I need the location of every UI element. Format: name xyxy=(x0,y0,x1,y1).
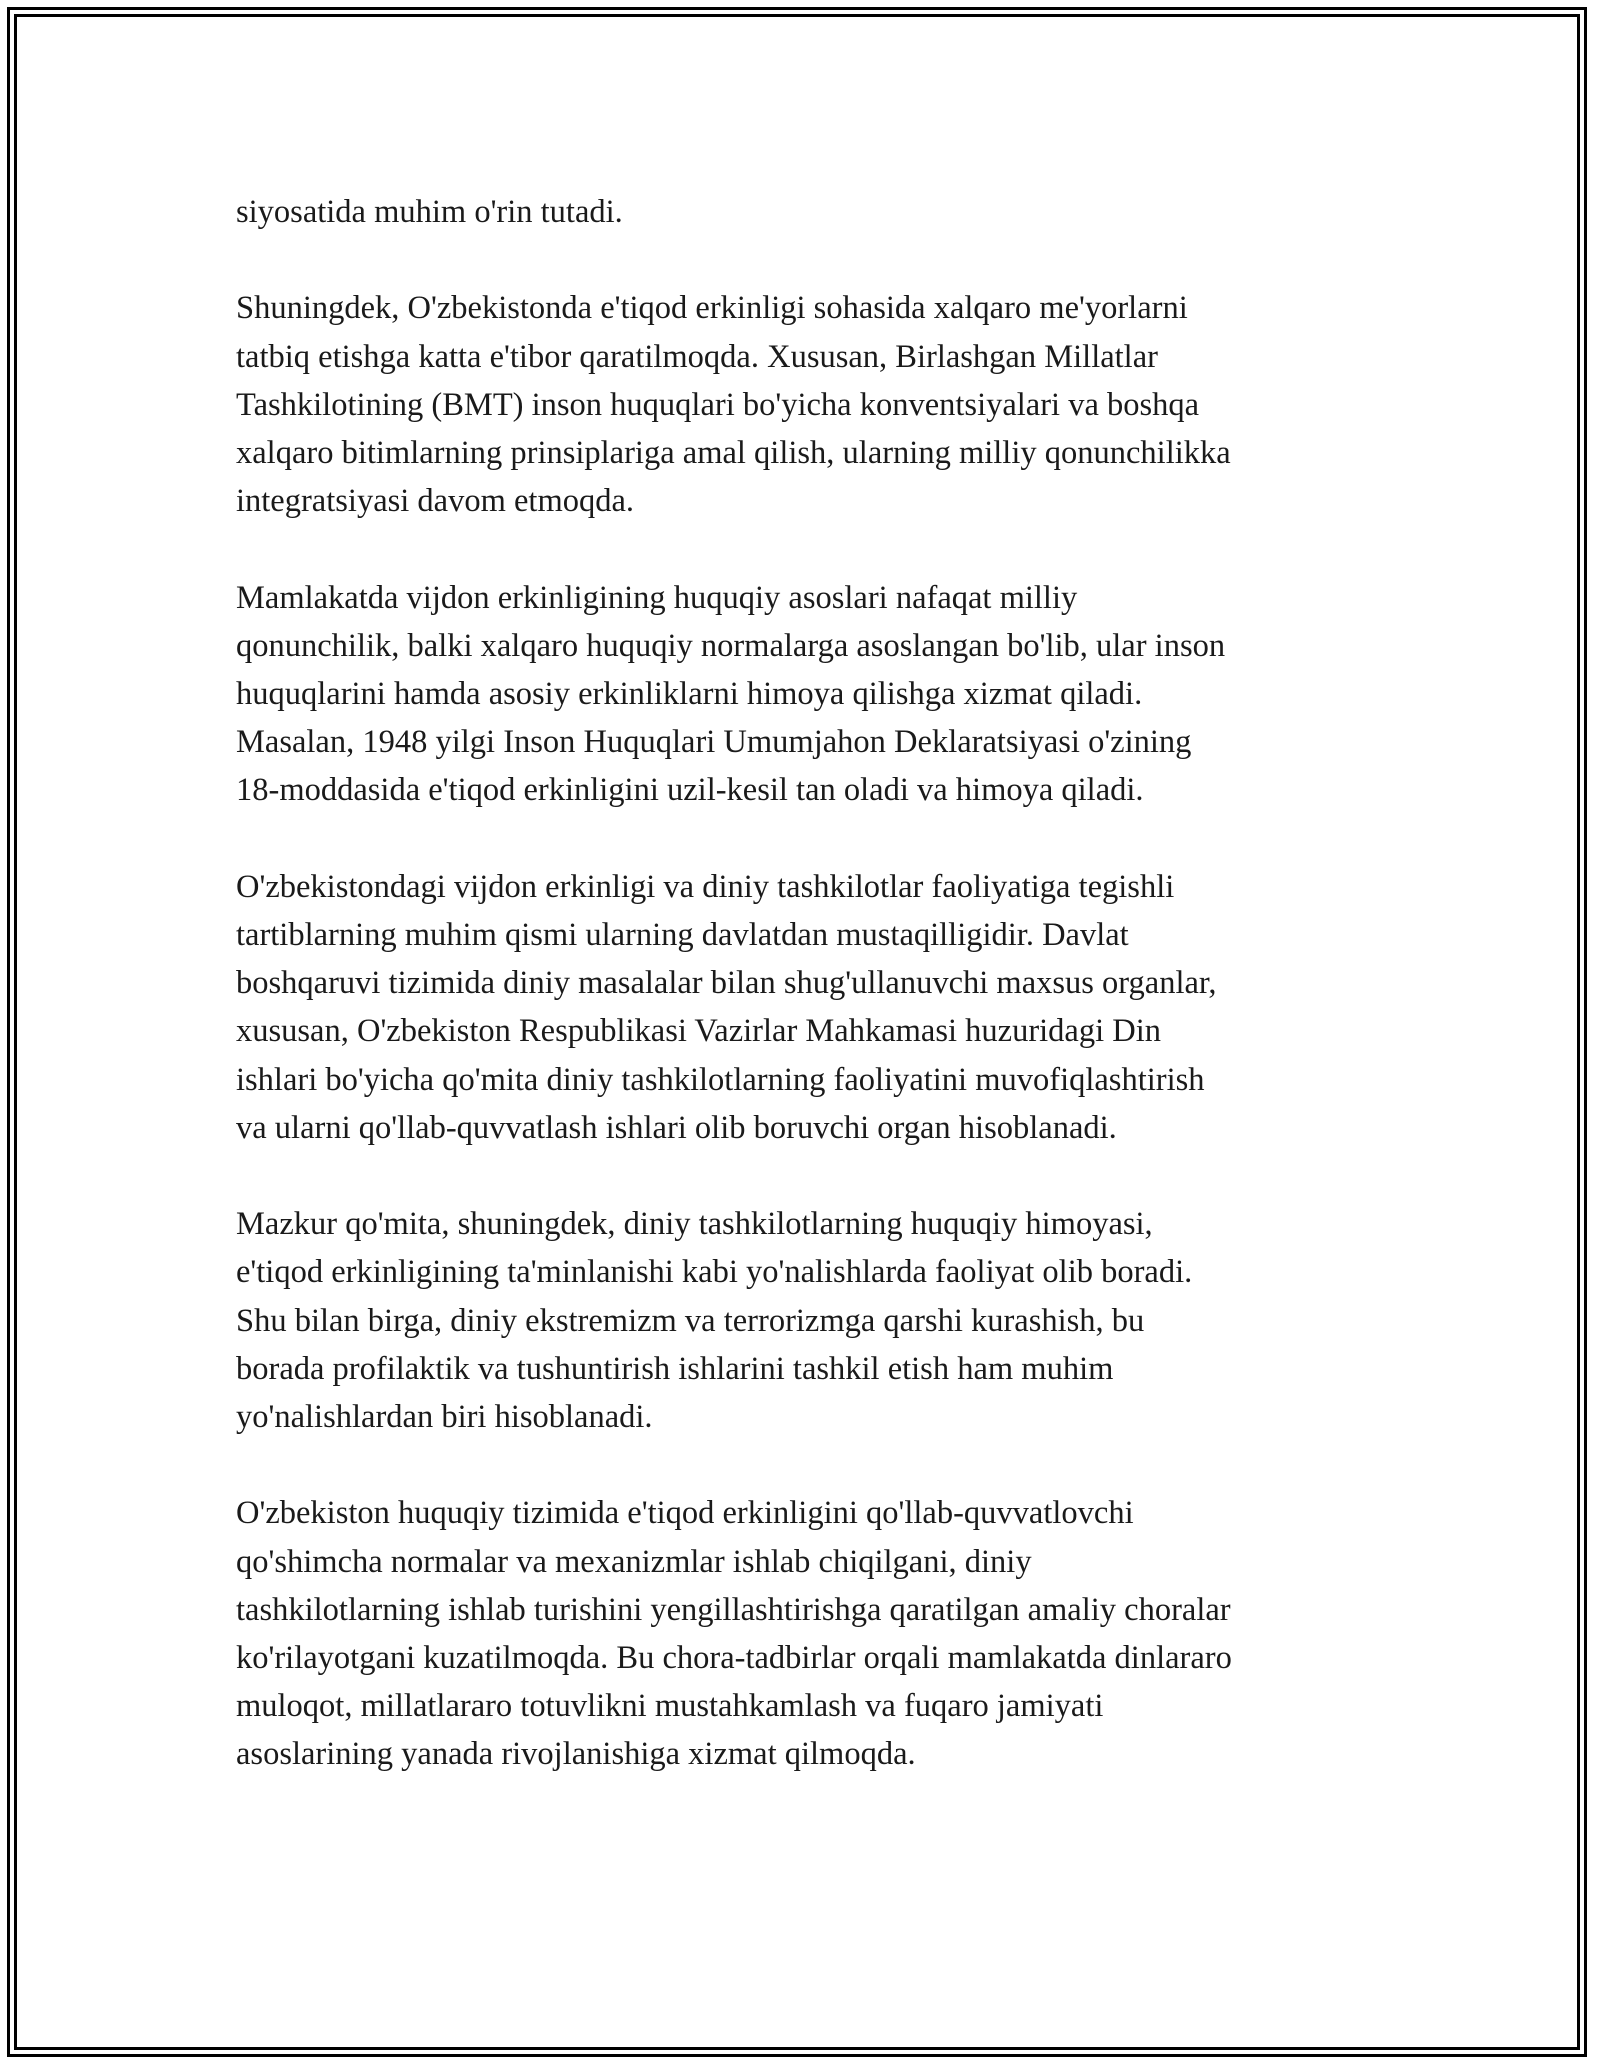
paragraph-5: Mazkur qo'mita, shuningdek, diniy tashkilotlarning huquqiy himoyasi, e'tiqod erkinligining ta'minlanishi kabi yo'nalishlarda faoliyat olib boradi. Shu bilan birga, diniy ekstremizm va terrorizmga qarshi kurashish, bu borada profilaktik va tushuntirish ishlarini tashkil etish ham muhim yo'nalishlardan biri hisoblanadi. xyxy=(236,1206,1193,1436)
paragraph-4: O'zbekistondagi vijdon erkinligi va diniy tashkilotlar faoliyatiga tegishli tartiblarning muhim qismi ularning davlatdan mustaqilligidir. Davlat boshqaruvi tizimida diniy masalalar bilan shug'ullanuvchi maxsus organlar, xususan, O'zbekiston Respublikasi Vazirlar Mahkamasi huzuridagi Din ishlari bo'yicha qo'mita diniy tashkilotlarning faoliyatini muvofiqlashtirish va ularni qo'llab-quvvatlash ishlari olib boruvchi organ hisoblanadi. xyxy=(236,868,1217,1146)
paragraph-3: Mamlakatda vijdon erkinligining huquqiy asoslari nafaqat milliy qonunchilik, balki xalqaro huquqiy normalarga asoslangan bo'lib, ular inson huquqlarini hamda asosiy erkinliklarni himoya qilishga xizmat qiladi. Masalan, 1948 yilgi Inson Huquqlari Umumjahon Deklaratsiyasi o'zining 18-moddasida e'tiqod erkinligini uzil-kesil tan oladi va himoya qiladi. xyxy=(236,579,1226,809)
paragraph-2: Shuningdek, O'zbekistonda e'tiqod erkinligi sohasida xalqaro me'yorlarni tatbiq etishga katta e'tibor qaratilmoqda. Xususan, Birlashgan Millatlar Tashkilotining (BMT) inson huquqlari bo'yicha konventsiyalari va boshqa xalqaro bitimlarning prinsiplariga amal qilish, ularning milliy qonunchilikka integratsiyasi davom etmoqda. xyxy=(236,290,1231,520)
paragraph-6: O'zbekiston huquqiy tizimida e'tiqod erkinligini qo'llab-quvvatlovchi qo'shimcha normalar va mexanizmlar ishlab chiqilgani, diniy tashkilotlarning ishlab turishini yengillashtirishga qaratilgan amaliy choralar ko'rilayotgani kuzatilmoqda. Bu chora-tadbirlar orqali mamlakatda dinlararo muloqot, millatlararo totuvlikni mustahkamlash va fuqaro jamiyati asoslarining yanada rivojlanishiga xizmat qilmoqda. xyxy=(236,1495,1232,1773)
paragraph-1: siyosatida muhim o'rin tutadi. xyxy=(236,194,623,230)
document-body xyxy=(236,188,1376,1827)
